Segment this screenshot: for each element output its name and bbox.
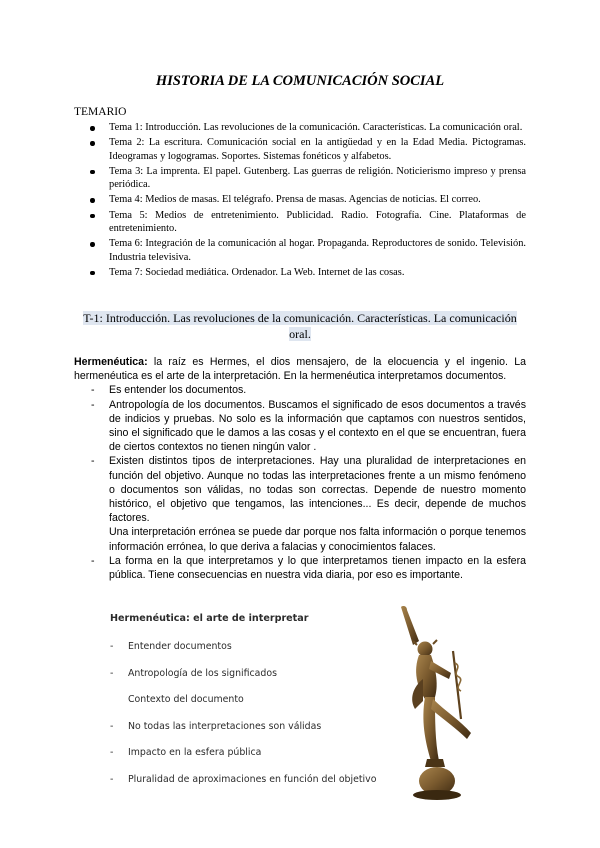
continuation-paragraph: Una interpretación errónea se puede dar porque nos falta información o porque tenemos información errónea, lo que deriva a falacias y conocimientos falaces.: [109, 526, 526, 553]
slide-title: Hermenéutica: el arte de interpretar: [110, 613, 309, 624]
section-heading-text: T-1: Introducción. Las revoluciones de la comunicación. Características. La comunicación oral.: [83, 311, 517, 341]
temario-list: [74, 121, 526, 281]
list-item: Tema 4: Medios de masas. El telégrafo. Prensa de masas. Agencias de noticias. El correo.: [74, 193, 526, 207]
list-item: - La forma en la que interpretamos y lo que interpretamos tienen impacto en la esfera pública. Tiene consecuencias en nuestra vida diaria, por eso es importante.: [74, 554, 526, 582]
list-item: Tema 5: Medios de entretenimiento. Publicidad. Radio. Fotografía. Cine. Plataformas de entretenimiento.: [74, 209, 526, 236]
slide-image: [88, 601, 512, 801]
slide-item: - Entender documentos: [108, 641, 376, 668]
hermeneutica-points: [74, 383, 526, 582]
page-title: HISTORIA DE LA COMUNICACIÓN SOCIAL: [155, 73, 445, 89]
list-item: Tema 7: Sociedad mediática. Ordenador. La Web. Internet de las cosas.: [74, 266, 526, 280]
slide-list: [108, 641, 376, 800]
temario-label: TEMARIO: [74, 106, 127, 118]
slide-item: Contexto del documento: [128, 694, 244, 705]
slide-item: - Antropología de los significados: [108, 668, 376, 695]
list-item: - Es entender los documentos.: [74, 383, 526, 397]
list-item: Tema 6: Integración de la comunicación al hogar. Propaganda. Reproductores de sonido. Televisión. Industria televisiva.: [74, 237, 526, 264]
list-item: Tema 1: Introducción. Las revoluciones de la comunicación. Características. La comunicación oral.: [74, 121, 526, 135]
list-item: Tema 3: La imprenta. El papel. Gutenberg. Las guerras de religión. Noticierismo impreso y prensa periódica.: [74, 165, 526, 192]
hermeneutica-paragraph: [74, 355, 526, 383]
slide-item: - Pluralidad de aproximaciones en función del objetivo: [108, 774, 376, 801]
slide-item: - No todas las interpretaciones son válidas: [108, 721, 376, 748]
hermeneutica-section: [74, 355, 526, 582]
term-label: Hermenéutica:: [74, 356, 148, 368]
list-item: Tema 2: La escritura. Comunicación social en la antigüedad y en la Edad Media. Pictogramas. Ideogramas y logogramas. Soportes. Sistemas fonéticos y alfabetos.: [74, 136, 526, 163]
list-item: - Existen distintos tipos de interpretaciones. Hay una pluralidad de interpretaciones en función del objetivo. Aunque no todas las interpretaciones frente a un mismo fenómeno o documentos son válidas, no todas son correctas. Depende de nuestro momento histórico, el objetivo que tengamos, las intenciones... Es decir, depende de muchos factores.: [74, 454, 526, 525]
section-heading: [74, 311, 526, 342]
list-item: - Antropología de los documentos. Buscamos el significado de esos documentos a través de indicios y pruebas. No solo es la información que captamos con nuestros sentidos, sino el significado que le damos a las cosas y el contexto en el que se encuentran, fuera de ciertos contextos no tienen ningún valor .: [74, 398, 526, 455]
term-definition: la raíz es Hermes, el dios mensajero, de la elocuencia y el ingenio. La hermenéutica es el arte de la interpretación. En la hermenéutica interpretamos documentos.: [74, 356, 526, 383]
slide-item: - Impacto en la esfera pública: [108, 747, 376, 774]
hermes-statue-icon: [373, 601, 501, 801]
